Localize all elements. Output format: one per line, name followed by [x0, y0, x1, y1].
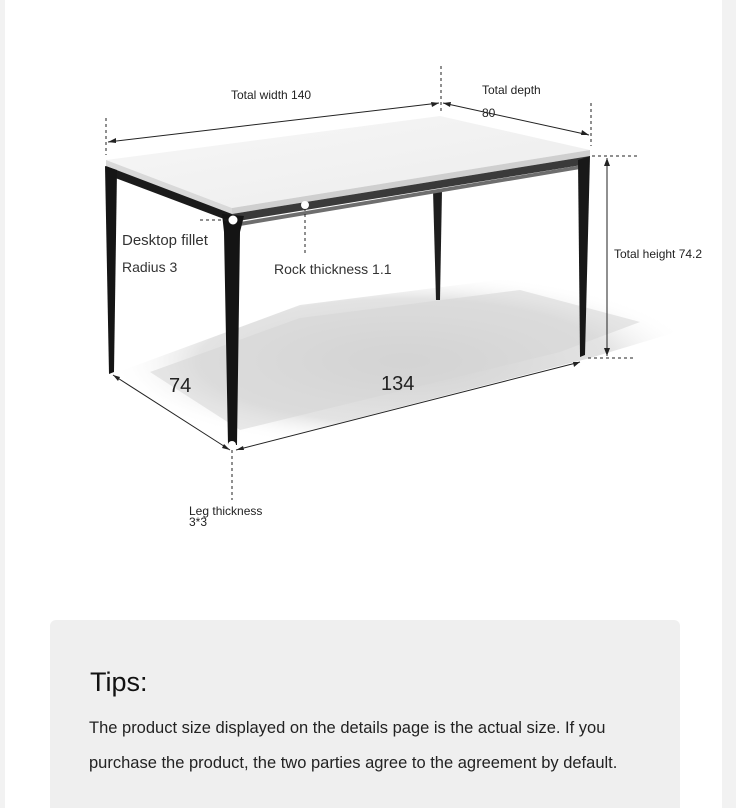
rock-thickness-label: Rock thickness 1.1 — [274, 261, 392, 277]
leg-thickness-value: 3*3 — [189, 515, 208, 529]
rock-marker — [301, 201, 309, 209]
tips-text-line-1: The product size displayed on the details page is the actual size. If you — [89, 719, 606, 737]
bottom-length-label: 134 — [381, 373, 415, 395]
tips-box — [50, 620, 680, 808]
tips-title: Tips: — [90, 667, 148, 697]
tips-text-line-2: purchase the product, the two parties agree to the agreement by default. — [89, 754, 618, 772]
fillet-radius-label: Radius 3 — [122, 259, 178, 275]
leg-marker — [228, 441, 236, 449]
desktop-fillet-label: Desktop fillet — [122, 232, 208, 249]
total-height-label: Total height 74.2 — [614, 247, 703, 261]
bottom-depth-label: 74 — [169, 375, 192, 397]
total-width-label: Total width 140 — [231, 88, 312, 102]
total-depth-label: Total depth — [482, 83, 541, 97]
total-depth-value: 80 — [482, 106, 496, 120]
front-leg-left — [105, 166, 117, 374]
back-leg-middle — [433, 190, 442, 300]
leg-thickness-label: Leg thickness — [189, 504, 263, 518]
fillet-marker — [229, 216, 237, 224]
